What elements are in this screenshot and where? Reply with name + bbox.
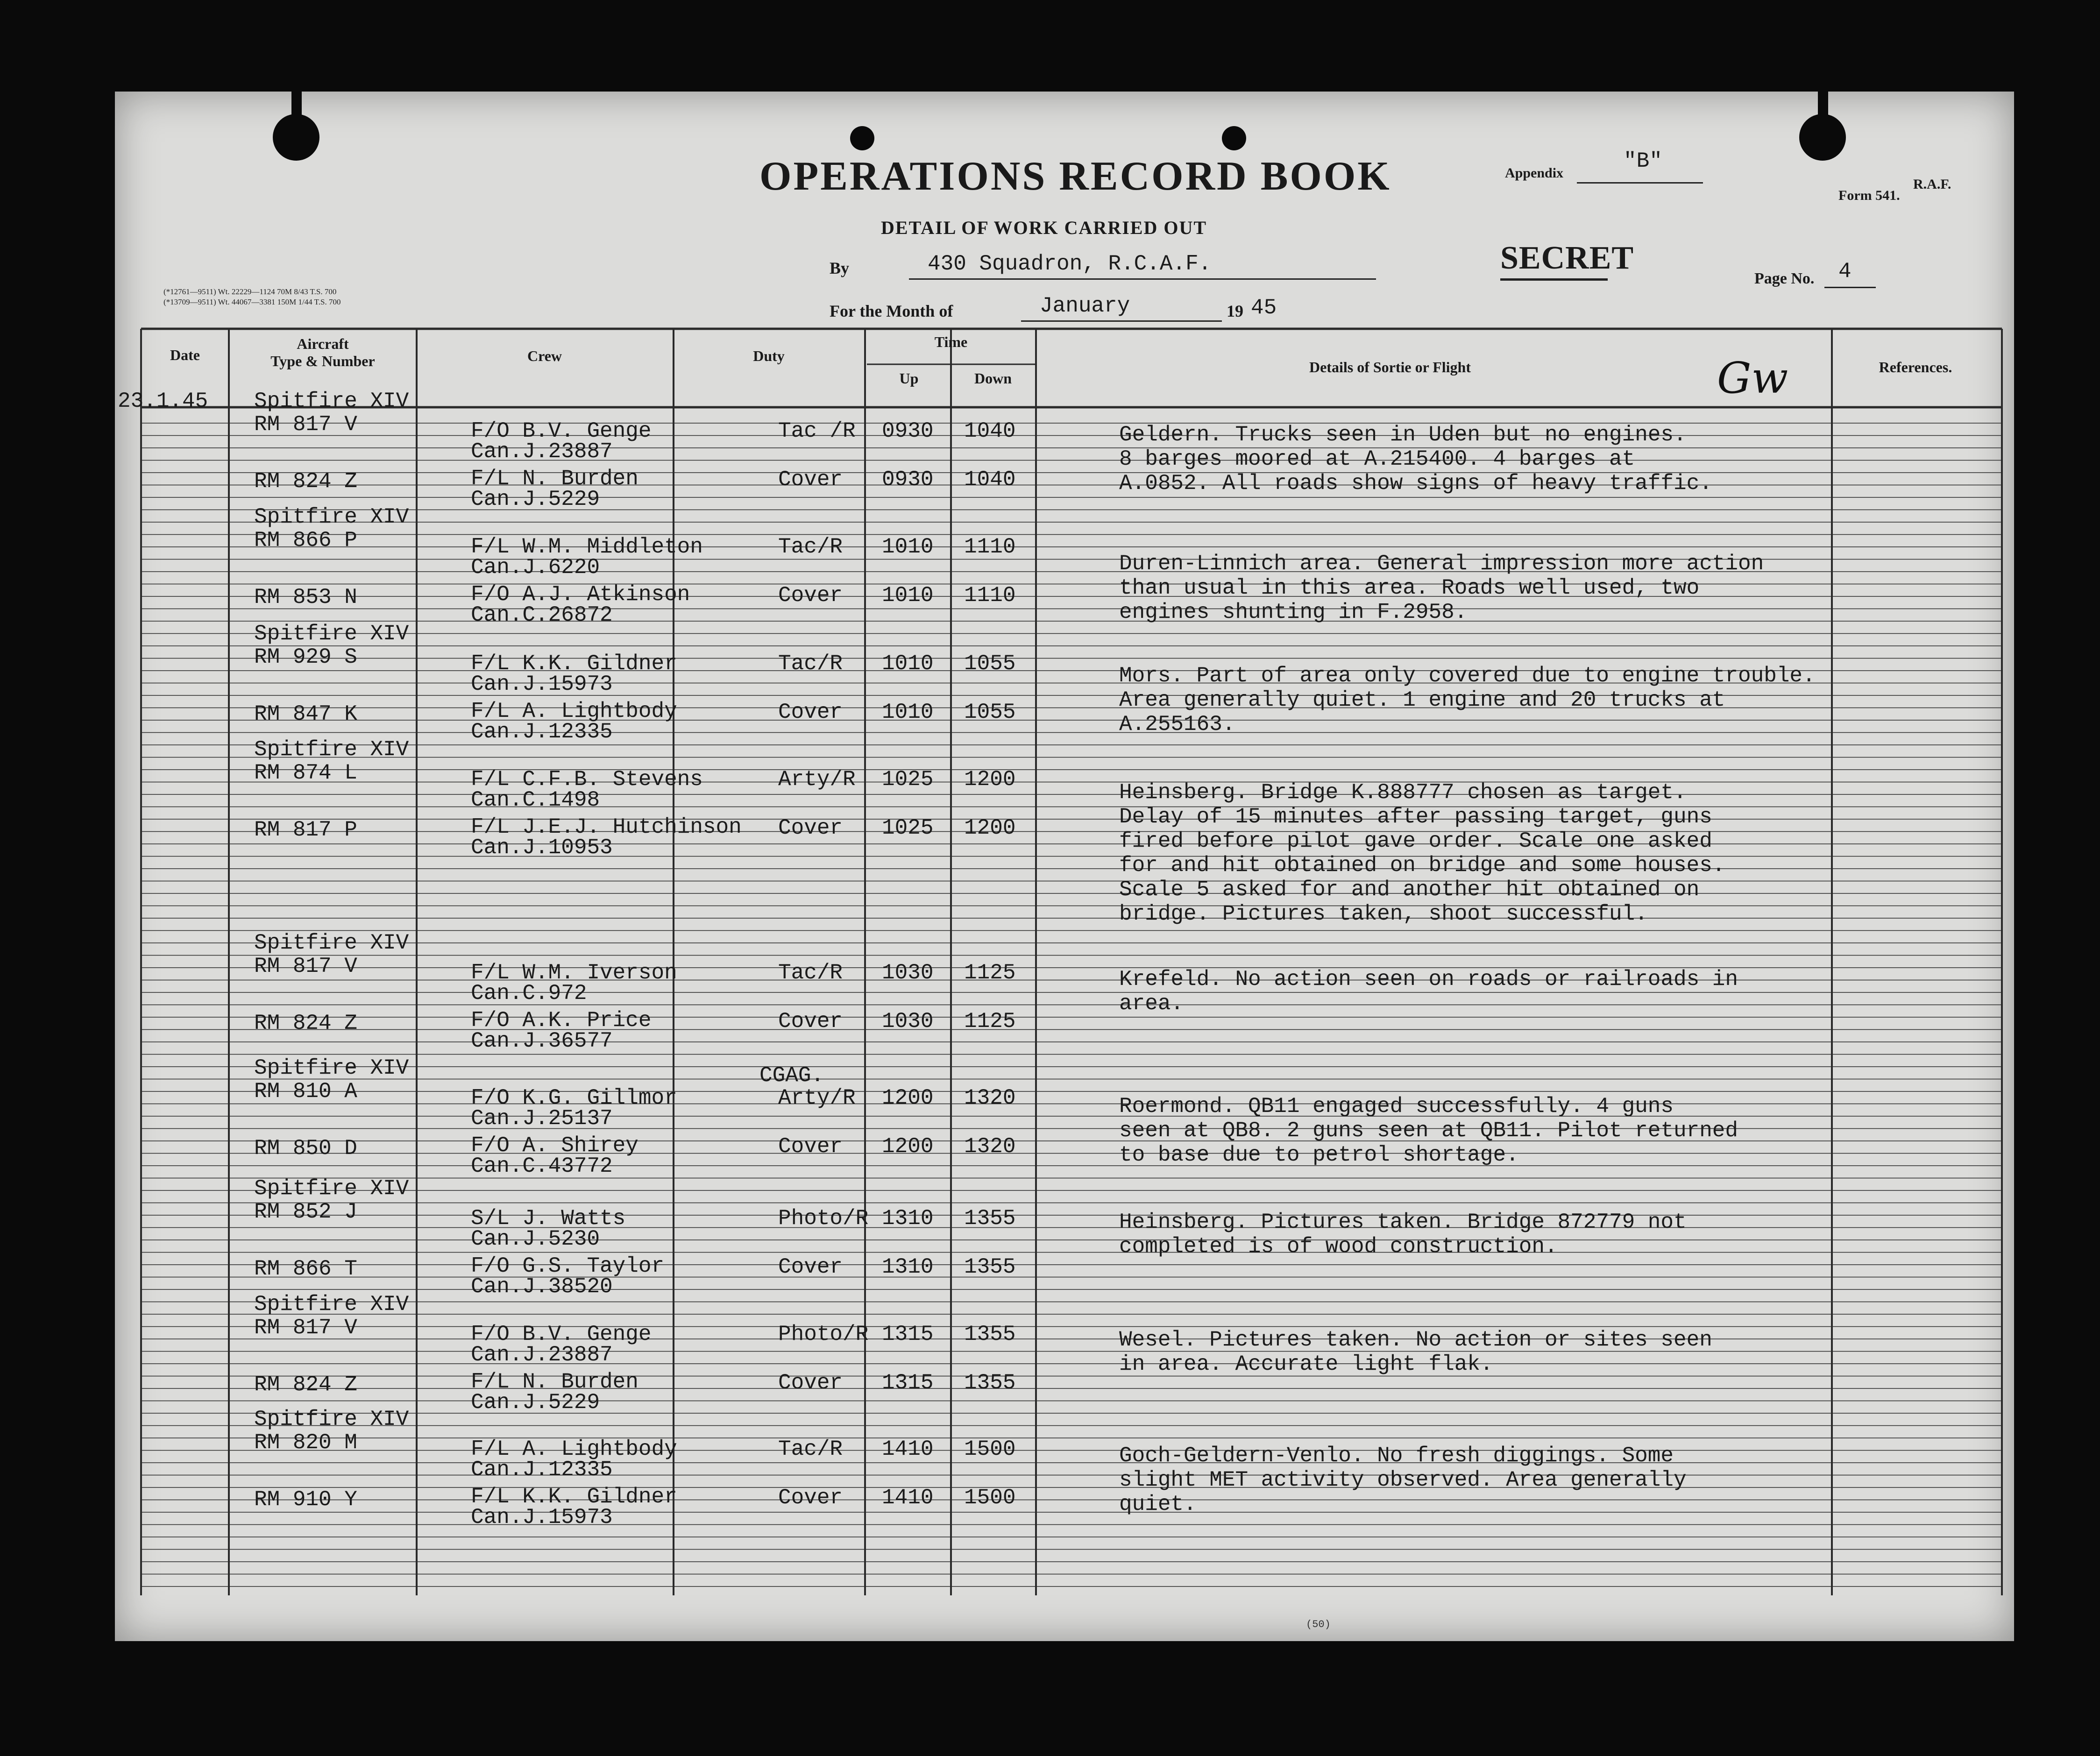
squadron-underline bbox=[909, 278, 1376, 280]
duty: Tac/R bbox=[778, 961, 843, 985]
sortie-detail-line: Krefeld. No action seen on roads or railroads in bbox=[1119, 967, 1738, 991]
sortie-detail-line: Heinsberg. Pictures taken. Bridge 872779 not bbox=[1119, 1210, 1687, 1234]
raf-label: R.A.F. bbox=[1913, 177, 1951, 192]
crew-service-number: Can.J.25137 bbox=[471, 1106, 613, 1131]
sortie-detail-line: Heinsberg. Bridge K.888777 chosen as target. bbox=[1119, 780, 1687, 805]
sortie-detail-line: Duren-Linnich area. General impression more action bbox=[1119, 552, 1764, 576]
sortie-detail-line: 8 barges moored at A.215400. 4 barges at bbox=[1119, 447, 1635, 471]
secret-underline bbox=[1500, 278, 1608, 281]
duty: Cover bbox=[778, 1371, 843, 1395]
crew-service-number: Can.C.972 bbox=[471, 981, 587, 1005]
sortie-detail-line: A.255163. bbox=[1119, 712, 1235, 736]
aircraft-number: RM 874 L bbox=[254, 761, 357, 785]
page-number: 4 bbox=[1838, 259, 1852, 283]
crew-service-number: Can.J.6220 bbox=[471, 555, 600, 580]
time-down: 1320 bbox=[964, 1086, 1016, 1110]
crew-name: F/O B.V. Genge bbox=[471, 1322, 652, 1346]
crew-name: F/L N. Burden bbox=[471, 1370, 639, 1394]
sortie-detail-line: Area generally quiet. 1 engine and 20 trucks at bbox=[1119, 688, 1725, 712]
crew-service-number: Can.J.12335 bbox=[471, 1458, 613, 1482]
time-up: 1010 bbox=[882, 535, 934, 559]
crew-service-number: Can.C.26872 bbox=[471, 603, 613, 627]
crew-name: F/O G.S. Taylor bbox=[471, 1254, 665, 1278]
sortie-detail-line: bridge. Pictures taken, shoot successful. bbox=[1119, 902, 1648, 926]
aircraft-number: RM 866 P bbox=[254, 528, 357, 552]
duty: Photo/R bbox=[778, 1322, 869, 1346]
month-value: January bbox=[1040, 294, 1130, 318]
time-down: 1040 bbox=[964, 419, 1016, 443]
time-down: 1125 bbox=[964, 1009, 1016, 1034]
aircraft-type: Spitfire XIV bbox=[254, 1056, 409, 1080]
time-down: 1355 bbox=[964, 1371, 1016, 1395]
column-header-down: Down bbox=[974, 370, 1012, 387]
appendix-value: "B" bbox=[1624, 149, 1662, 173]
sortie-detail-line: area. bbox=[1119, 991, 1184, 1016]
time-down: 1200 bbox=[964, 816, 1016, 840]
crew-service-number: Can.J.36577 bbox=[471, 1029, 613, 1053]
by-label: By bbox=[830, 259, 850, 277]
time-up: 1010 bbox=[882, 700, 934, 724]
crew-service-number: Can.J.5229 bbox=[471, 1390, 600, 1415]
time-up: 0930 bbox=[882, 419, 934, 443]
time-up: 1030 bbox=[882, 961, 934, 985]
duty: Cover bbox=[778, 583, 843, 608]
crew-name: S/L J. Watts bbox=[471, 1206, 626, 1231]
sortie-detail-line: for and hit obtained on bridge and some houses. bbox=[1119, 853, 1725, 878]
duty: Cover bbox=[778, 1486, 843, 1510]
punch-dot bbox=[1222, 126, 1246, 150]
duty: Cover bbox=[778, 1255, 843, 1279]
crew-name: F/L W.M. Middleton bbox=[471, 535, 703, 559]
month-label: For the Month of bbox=[830, 302, 953, 320]
crew-service-number: Can.J.12335 bbox=[471, 720, 613, 744]
time-down: 1500 bbox=[964, 1486, 1016, 1510]
sortie-detail-line: than usual in this area. Roads well used, two bbox=[1119, 576, 1700, 600]
aircraft-number: RM 850 D bbox=[254, 1136, 357, 1161]
aircraft-number: RM 929 S bbox=[254, 645, 357, 669]
column-header-duty: Duty bbox=[753, 347, 785, 364]
time-down: 1125 bbox=[964, 961, 1016, 985]
crew-service-number: Can.J.5230 bbox=[471, 1227, 600, 1251]
aircraft-number: RM 817 V bbox=[254, 1316, 357, 1340]
time-up: 1025 bbox=[882, 767, 934, 792]
column-header-crew: Crew bbox=[527, 347, 562, 364]
sortie-detail-line: Geldern. Trucks seen in Uden but no engines. bbox=[1119, 423, 1687, 447]
sortie-detail-line: A.0852. All roads show signs of heavy traffic. bbox=[1119, 471, 1712, 496]
entry-date: 23.1.45 bbox=[118, 389, 208, 413]
column-header-references: References. bbox=[1879, 359, 1952, 375]
punch-hole-right bbox=[1799, 114, 1846, 161]
aircraft-number: RM 810 A bbox=[254, 1079, 357, 1104]
crew-service-number: Can.J.10953 bbox=[471, 836, 613, 860]
duty: Cover bbox=[778, 1009, 843, 1034]
binder-clip-right bbox=[1818, 87, 1828, 120]
month-underline bbox=[1021, 320, 1222, 322]
crew-service-number: Can.J.23887 bbox=[471, 439, 613, 464]
column-header-date: Date bbox=[170, 347, 200, 363]
crew-service-number: Can.J.15973 bbox=[471, 672, 613, 696]
appendix-underline bbox=[1577, 182, 1703, 184]
punch-hole-left bbox=[273, 114, 319, 161]
aircraft-number: RM 817 P bbox=[254, 818, 357, 842]
time-down: 1355 bbox=[964, 1255, 1016, 1279]
time-up: 1010 bbox=[882, 583, 934, 608]
aircraft-number: RM 817 V bbox=[254, 954, 357, 978]
duty: Arty/R bbox=[778, 1086, 856, 1110]
time-up: 1030 bbox=[882, 1009, 934, 1034]
time-down: 1110 bbox=[964, 535, 1016, 559]
time-down: 1200 bbox=[964, 767, 1016, 792]
sortie-detail-line: seen at QB8. 2 guns seen at QB11. Pilot returned bbox=[1119, 1119, 1738, 1143]
duty: Tac /R bbox=[778, 419, 856, 443]
sortie-detail-line: Roermond. QB11 engaged successfully. 4 guns bbox=[1119, 1094, 1674, 1119]
aircraft-type: Spitfire XIV bbox=[254, 931, 409, 955]
form-number: Form 541. bbox=[1838, 188, 1900, 203]
crew-service-number: Can.C.1498 bbox=[471, 788, 600, 812]
page-number-underline bbox=[1824, 287, 1876, 288]
crew-name: F/O K.G. Gillmor bbox=[471, 1086, 677, 1110]
aircraft-type: Spitfire XIV bbox=[254, 505, 409, 529]
time-up: 1410 bbox=[882, 1437, 934, 1461]
duty: Arty/R bbox=[778, 767, 856, 792]
aircraft-type: Spitfire XIV bbox=[254, 622, 409, 646]
aircraft-number: RM 820 M bbox=[254, 1430, 357, 1455]
sortie-detail-line: Wesel. Pictures taken. No action or sites seen bbox=[1119, 1328, 1712, 1352]
aircraft-type: Spitfire XIV bbox=[254, 389, 409, 413]
sortie-detail-line: in area. Accurate light flak. bbox=[1119, 1352, 1493, 1376]
time-up: 1010 bbox=[882, 651, 934, 676]
page-subtitle: DETAIL OF WORK CARRIED OUT bbox=[881, 217, 1207, 238]
time-down: 1055 bbox=[964, 651, 1016, 676]
binder-clip-left bbox=[291, 87, 302, 120]
crew-name: F/O A.K. Price bbox=[471, 1008, 652, 1033]
page-number-label: Page No. bbox=[1754, 270, 1815, 287]
time-down: 1355 bbox=[964, 1322, 1016, 1346]
time-up: 1025 bbox=[882, 816, 934, 840]
time-down: 1055 bbox=[964, 700, 1016, 724]
duty: Cover bbox=[778, 700, 843, 724]
sortie-detail-line: Goch-Geldern-Venlo. No fresh diggings. Some bbox=[1119, 1444, 1674, 1468]
aircraft-number: RM 824 Z bbox=[254, 1373, 357, 1397]
duty: Tac/R bbox=[778, 1437, 843, 1461]
duty-note: CGAG. bbox=[759, 1063, 824, 1088]
time-up: 1200 bbox=[882, 1134, 934, 1159]
crew-service-number: Can.C.43772 bbox=[471, 1154, 613, 1178]
sortie-detail-line: completed is of wood construction. bbox=[1119, 1234, 1558, 1259]
handwritten-initials: Gw bbox=[1717, 353, 1788, 403]
crew-name: F/O B.V. Genge bbox=[471, 419, 652, 443]
secret-stamp: SECRET bbox=[1500, 240, 1634, 276]
punch-dot bbox=[850, 126, 874, 150]
duty: Photo/R bbox=[778, 1206, 869, 1231]
sortie-detail-line: fired before pilot gave order. Scale one asked bbox=[1119, 829, 1712, 853]
crew-service-number: Can.J.38520 bbox=[471, 1275, 613, 1299]
time-down: 1110 bbox=[964, 583, 1016, 608]
duty: Cover bbox=[778, 467, 843, 492]
crew-service-number: Can.J.23887 bbox=[471, 1343, 613, 1367]
crew-name: F/L K.K. Gildner bbox=[471, 1485, 677, 1509]
time-up: 1310 bbox=[882, 1255, 934, 1279]
sortie-detail-line: Delay of 15 minutes after passing target, guns bbox=[1119, 805, 1712, 829]
column-header-aircraft: Aircraft Type & Number bbox=[270, 335, 375, 369]
crew-service-number: Can.J.15973 bbox=[471, 1505, 613, 1529]
sortie-detail-line: Mors. Part of area only covered due to engine trouble. bbox=[1119, 664, 1816, 688]
appendix-label: Appendix bbox=[1505, 165, 1564, 181]
time-down: 1355 bbox=[964, 1206, 1016, 1231]
aircraft-number: RM 852 J bbox=[254, 1200, 357, 1224]
column-header-up: Up bbox=[899, 370, 919, 387]
aircraft-number: RM 853 N bbox=[254, 585, 357, 609]
time-up: 0930 bbox=[882, 467, 934, 492]
duty: Tac/R bbox=[778, 651, 843, 676]
duty: Cover bbox=[778, 1134, 843, 1159]
crew-name: F/O A.J. Atkinson bbox=[471, 582, 690, 607]
crew-name: F/L W.M. Iverson bbox=[471, 961, 677, 985]
year-prefix: 19 bbox=[1227, 302, 1243, 320]
duty: Tac/R bbox=[778, 535, 843, 559]
crew-name: F/L J.E.J. Hutchinson bbox=[471, 815, 742, 839]
crew-name: F/O A. Shirey bbox=[471, 1133, 639, 1158]
aircraft-number: RM 866 T bbox=[254, 1257, 357, 1281]
time-down: 1320 bbox=[964, 1134, 1016, 1159]
aircraft-type: Spitfire XIV bbox=[254, 737, 409, 762]
column-header-time: Time bbox=[934, 333, 968, 350]
aircraft-type: Spitfire XIV bbox=[254, 1176, 409, 1201]
crew-name: F/L C.F.B. Stevens bbox=[471, 767, 703, 792]
crew-name: F/L N. Burden bbox=[471, 467, 639, 491]
aircraft-number: RM 824 Z bbox=[254, 1011, 357, 1035]
time-up: 1410 bbox=[882, 1486, 934, 1510]
page-title: OPERATIONS RECORD BOOK bbox=[759, 154, 1391, 199]
aircraft-number: RM 817 V bbox=[254, 412, 357, 437]
time-up: 1315 bbox=[882, 1322, 934, 1346]
crew-service-number: Can.J.5229 bbox=[471, 487, 600, 511]
crew-name: F/L A. Lightbody bbox=[471, 699, 677, 723]
aircraft-number: RM 847 K bbox=[254, 702, 357, 726]
sortie-detail-line: to base due to petrol shortage. bbox=[1119, 1143, 1519, 1167]
column-header-details: Details of Sortie or Flight bbox=[1309, 359, 1471, 375]
time-up: 1310 bbox=[882, 1206, 934, 1231]
footer-mark: (50) bbox=[1306, 1619, 1331, 1630]
crew-name: F/L A. Lightbody bbox=[471, 1437, 677, 1461]
printer-imprint: (*12761—9511) Wt. 22229—1124 70M 8/43 T.S. 700 (*13709—9511) Wt. 44067—3381 150M 1/44 T.S. 700 bbox=[163, 287, 341, 306]
sortie-detail-line: Scale 5 asked for and another hit obtained on bbox=[1119, 878, 1700, 902]
time-down: 1040 bbox=[964, 467, 1016, 492]
time-down: 1500 bbox=[964, 1437, 1016, 1461]
sortie-detail-line: quiet. bbox=[1119, 1492, 1197, 1516]
aircraft-type: Spitfire XIV bbox=[254, 1407, 409, 1431]
aircraft-type: Spitfire XIV bbox=[254, 1292, 409, 1317]
year-suffix: 45 bbox=[1251, 296, 1277, 320]
sortie-detail-line: engines shunting in F.2958. bbox=[1119, 600, 1468, 624]
record-sheet bbox=[115, 92, 2014, 1641]
aircraft-number: RM 910 Y bbox=[254, 1487, 357, 1512]
duty: Cover bbox=[778, 816, 843, 840]
aircraft-number: RM 824 Z bbox=[254, 469, 357, 494]
time-up: 1200 bbox=[882, 1086, 934, 1110]
time-up: 1315 bbox=[882, 1371, 934, 1395]
squadron-name: 430 Squadron, R.C.A.F. bbox=[928, 252, 1212, 276]
sortie-detail-line: slight MET activity observed. Area generally bbox=[1119, 1468, 1687, 1492]
crew-name: F/L K.K. Gildner bbox=[471, 651, 677, 676]
